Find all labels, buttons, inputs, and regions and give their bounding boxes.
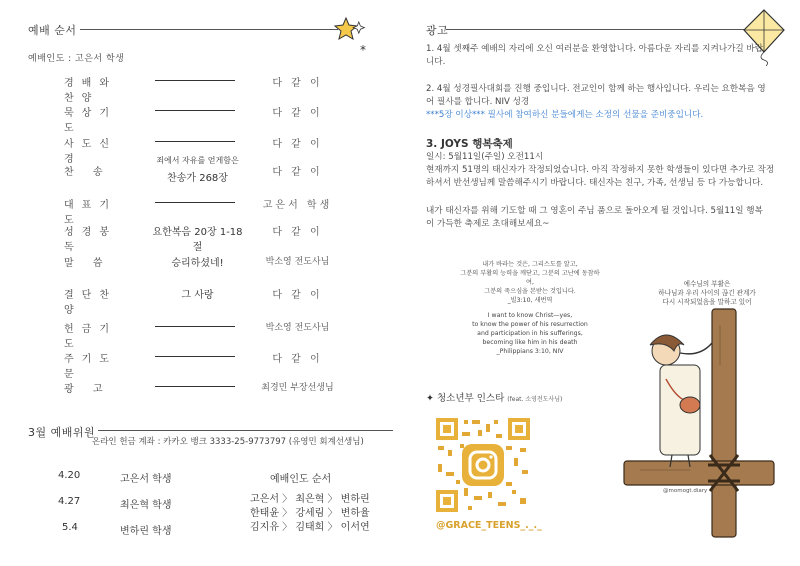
order-item-blank-line xyxy=(155,202,235,203)
sparkle-icon: ✦ xyxy=(426,393,434,404)
schedule-leader: 고은서 학생 xyxy=(120,474,172,485)
order-item-name: 주기도문 xyxy=(64,354,117,380)
joys-body: 현재까지 51명의 태신자가 작정되었습니다. 아직 작정하지 못한 학생들이 있다면 추가로 작정하셔서 반선생님께 말씀해주시기 바랍니다. 태신자는 친구, 가족, 선생님 등 다 가능합니다. xyxy=(426,165,775,188)
order-item-detail: 승리하셨네! xyxy=(171,258,224,269)
order-item-blank-line xyxy=(155,356,235,357)
notice-1: 1. 4월 셋째주 예배의 자리에 오신 여러분을 환영합니다. 아름다운 자리를 지켜나가길 바랍니다. xyxy=(426,44,764,67)
order-row xyxy=(0,74,400,104)
joys-body-2: 내가 태신자를 위해 기도할 때 그 영혼이 주님 품으로 돌아오게 될 것입니다. 5월11일 행복이 가득한 축제로 초대해보세요~ xyxy=(426,206,763,229)
order-item-blank-line xyxy=(155,326,235,327)
schedule-date: 4.20 xyxy=(58,470,81,481)
order-row xyxy=(0,196,400,226)
star-icon xyxy=(334,16,378,56)
title-divider xyxy=(80,29,338,30)
order-item-name: 대표기도 xyxy=(64,200,117,226)
order-row xyxy=(0,380,400,400)
order-item-person: 최경민 부장선생님 xyxy=(261,383,334,393)
order-item-name: 말 씀 xyxy=(64,258,111,269)
schedule-date: 5.4 xyxy=(62,522,78,533)
order-item-name: 찬 송 xyxy=(64,167,111,178)
order-row xyxy=(0,320,400,350)
order-item-person: 다 같 이 xyxy=(272,227,323,238)
members-divider xyxy=(98,430,393,431)
members-title: 3월 예배위원 xyxy=(28,426,96,439)
notice-title: 광고 xyxy=(426,24,449,37)
offering-account: 온라인 헌금 계좌 : 카카오 뱅크 3333-25-9773797 (유영민 회계선생님) xyxy=(92,437,364,447)
order-row xyxy=(0,223,400,253)
quote-english: I want to know Christ—yes, to know the power of his resurrection and participation in his sufferings, becoming like him in his death _Philippians 3:10, NIV xyxy=(472,312,588,355)
joys-title: 3. JOYS 행복축제 xyxy=(426,138,513,150)
insta-title: 청소년부 인스타 xyxy=(437,393,505,404)
worship-order-title: 예배 순서 xyxy=(28,24,77,37)
order-item-person: 다 같 이 xyxy=(272,167,323,178)
order-item-name: 성경봉독 xyxy=(64,227,117,253)
notice-2-highlight: ***5장 이상*** 필사에 참여하신 분들에게는 소정의 선물을 준비중입니다. xyxy=(426,110,704,120)
order-item-detail: 요한복음 20장 1-18절 xyxy=(152,227,243,253)
illustration-credit: @momogt.diary xyxy=(663,488,708,494)
order-item-person: 다 같 이 xyxy=(272,108,323,119)
order-row xyxy=(0,254,400,274)
order-item-person: 다 같 이 xyxy=(272,290,323,301)
joys-date: 일시: 5월11일(주일) 오전11시 xyxy=(426,152,544,162)
order-item-name: 묵상기도 xyxy=(64,108,117,134)
insta-sub: (feat. 소영전도사님) xyxy=(507,396,563,403)
insta-heading xyxy=(426,390,562,404)
side-quote: 예수님의 부활은 하나님과 우리 사이의 끊긴 관계가 다시 시작되었음을 말하고 있어 xyxy=(658,280,756,306)
notice-2: 2. 4월 성경필사대회를 진행 중입니다. 전교인이 함께 하는 행사입니다. 우리는 요한복음 영어 필사를 합니다. NIV 성경 xyxy=(426,84,766,107)
order-row xyxy=(0,156,400,184)
order-item-person: 다 같 이 xyxy=(272,354,323,365)
cross-illustration xyxy=(620,305,780,540)
schedule-leader: 변하린 학생 xyxy=(120,526,172,537)
schedule-leader: 최은혁 학생 xyxy=(120,500,172,511)
order-item-person: 고은서 학생 xyxy=(262,200,333,211)
notice-divider xyxy=(446,29,746,30)
order-item-name: 경배와찬양 xyxy=(64,78,117,104)
order-item-blank-line xyxy=(155,386,235,387)
order-row xyxy=(0,350,400,380)
order-row xyxy=(0,286,400,316)
order-item-blank-line xyxy=(155,110,235,111)
order-row xyxy=(0,104,400,134)
order-item-person: 다 같 이 xyxy=(272,78,323,89)
order-item-person: 다 같 이 xyxy=(272,139,323,150)
quote-korean: 내가 바라는 것은, 그리스도를 알고, 그분의 부활의 능력을 깨닫고, 그분의 고난에 동참하여, 그분의 죽으심을 본받는 것입니다. _빌3:10, 새번역 xyxy=(460,261,600,304)
insta-handle[interactable]: @GRACE_TEENS_._._ xyxy=(436,520,542,531)
rotation-header: 예배인도 순서 xyxy=(270,474,332,485)
order-item-name: 사도신경 xyxy=(64,139,117,165)
rotation-line: 고은서 〉 최은혁 〉 변하린 xyxy=(250,494,370,505)
order-item-name: 헌금기도 xyxy=(64,324,117,350)
order-item-name: 결단찬양 xyxy=(64,290,117,316)
order-item-name: 광 고 xyxy=(64,384,111,395)
order-item-hymn: 찬송가 268장 xyxy=(167,173,228,184)
rotation-line: 한태윤 〉 강세림 〉 변하율 xyxy=(250,508,370,519)
order-item-blank-line xyxy=(155,141,235,142)
order-item-person: 박소영 전도사님 xyxy=(265,257,330,267)
rotation-line: 김지유 〉 김태희 〉 이서연 xyxy=(250,522,370,533)
svg-text:*: * xyxy=(360,43,366,56)
order-item-detail: 그 사랑 xyxy=(181,290,214,301)
schedule-date: 4.27 xyxy=(58,496,81,507)
order-item-blank-line xyxy=(155,80,235,81)
qr-code[interactable] xyxy=(434,416,532,514)
worship-leader: 예배인도 : 고은서 학생 xyxy=(28,54,125,64)
order-item-detail: 죄에서 자유를 얻게함은 xyxy=(156,156,239,165)
order-item-person: 박소영 전도사님 xyxy=(265,323,330,333)
